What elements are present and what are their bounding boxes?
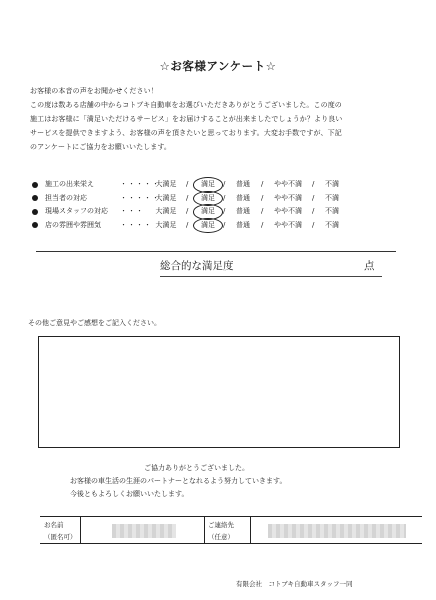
rating-list <box>32 178 412 232</box>
column-divider <box>250 517 251 543</box>
separator: / <box>186 220 189 229</box>
rating-option[interactable]: 不満 <box>325 180 339 188</box>
bullet-icon <box>32 195 38 201</box>
rating-option-selected[interactable]: 満足 <box>193 204 223 220</box>
rating-option-selected[interactable]: 満足 <box>193 191 223 207</box>
rating-option-selected[interactable]: 満足 <box>193 218 223 234</box>
leader-dots: ・・・・・ <box>120 193 160 202</box>
rating-row <box>32 219 412 233</box>
contact-field-redacted[interactable] <box>268 524 406 538</box>
rating-option[interactable]: 不満 <box>325 193 339 202</box>
leader-dots: ・・・ <box>120 207 144 215</box>
rating-label: 店の雰囲や雰囲気 <box>45 220 101 229</box>
separator: / <box>186 207 189 215</box>
rating-option-selected[interactable]: 満足 <box>193 177 223 193</box>
intro-line: この度は数ある店舗の中からコトブキ自動車をお選びいただきありがとうございました。この度の <box>30 101 342 109</box>
rating-option[interactable]: 普通 <box>236 193 250 202</box>
leader-dots: ・・・・・ <box>120 180 160 188</box>
overall-satisfaction-label: 総合的な満足度 <box>160 260 234 272</box>
column-divider <box>80 517 81 543</box>
intro-line: お客様の本音の声をお聞かせください！ <box>30 87 158 95</box>
rating-option[interactable]: 大満足 <box>155 193 177 202</box>
rating-option[interactable]: やや不満 <box>274 207 302 215</box>
rating-row <box>32 192 412 206</box>
rating-option[interactable]: 普通 <box>236 180 250 188</box>
rating-option[interactable]: 大満足 <box>155 220 177 229</box>
separator: / <box>223 220 226 229</box>
separator: / <box>223 207 226 215</box>
rating-option[interactable]: やや不満 <box>274 193 302 202</box>
intro-line: サービスを提供できますよう、お客様の声を頂きたいと思っております。大変お手数ですが、下記 <box>30 129 342 137</box>
rating-row <box>32 205 412 219</box>
rating-option[interactable]: 普通 <box>236 220 250 229</box>
comments-textarea[interactable] <box>38 336 400 448</box>
intro-text <box>30 84 412 154</box>
contact-field-label: ご連絡先 （任意） <box>208 521 234 541</box>
separator: / <box>261 207 264 215</box>
rating-label: 現場スタッフの対応 <box>45 207 108 215</box>
rating-option[interactable]: やや不満 <box>274 220 302 229</box>
intro-line: 施工はお客様に「満足いただけるサービス」をお届けすることが出来ましたでしょうか？より良い <box>30 115 343 123</box>
separator: / <box>261 180 264 188</box>
separator: / <box>312 220 315 229</box>
column-divider <box>204 517 205 543</box>
rating-option[interactable]: やや不満 <box>274 180 302 188</box>
rating-option[interactable]: 大満足 <box>155 180 177 188</box>
rating-option[interactable]: 大満足 <box>155 207 177 215</box>
closing-line: お客様の車生活の生涯のパートナーとなれるよう努力していきます。 <box>70 477 287 485</box>
rating-row <box>32 178 412 192</box>
rating-label: 担当者の対応 <box>45 193 87 202</box>
rating-option[interactable]: 不満 <box>325 207 339 215</box>
bullet-icon <box>32 209 38 215</box>
survey-title: ☆お客様アンケート☆ <box>159 59 277 73</box>
intro-line: のアンケートにご協力をお願いいたします。 <box>30 143 172 151</box>
name-field-label: お名前 （匿名可） <box>44 521 77 541</box>
leader-dots: ・・・・ <box>120 220 152 229</box>
separator: / <box>223 193 226 202</box>
separator: / <box>186 193 189 202</box>
contact-form-table <box>40 516 422 544</box>
score-input-line[interactable] <box>160 276 382 277</box>
closing-line: 今後ともよろしくお願いいたします。 <box>70 490 189 498</box>
separator: / <box>312 207 315 215</box>
rating-option[interactable]: 普通 <box>236 207 250 215</box>
separator: / <box>312 193 315 202</box>
company-signature: 有限会社 コトブキ自動車スタッフ一同 <box>236 580 353 588</box>
separator: / <box>312 180 315 188</box>
separator: / <box>261 193 264 202</box>
score-unit: 点 <box>364 260 375 272</box>
rating-label: 施工の出来栄え <box>45 180 94 188</box>
bullet-icon <box>32 182 38 188</box>
name-field-redacted[interactable] <box>112 524 176 538</box>
comments-label: その他ご意見やご感想をご記入ください。 <box>28 319 161 327</box>
rating-option[interactable]: 不満 <box>325 220 339 229</box>
separator: / <box>186 180 189 188</box>
separator: / <box>223 180 226 188</box>
section-divider <box>36 251 396 252</box>
separator: / <box>261 220 264 229</box>
bullet-icon <box>32 222 38 228</box>
closing-line: ご協力ありがとうございました。 <box>144 464 249 472</box>
